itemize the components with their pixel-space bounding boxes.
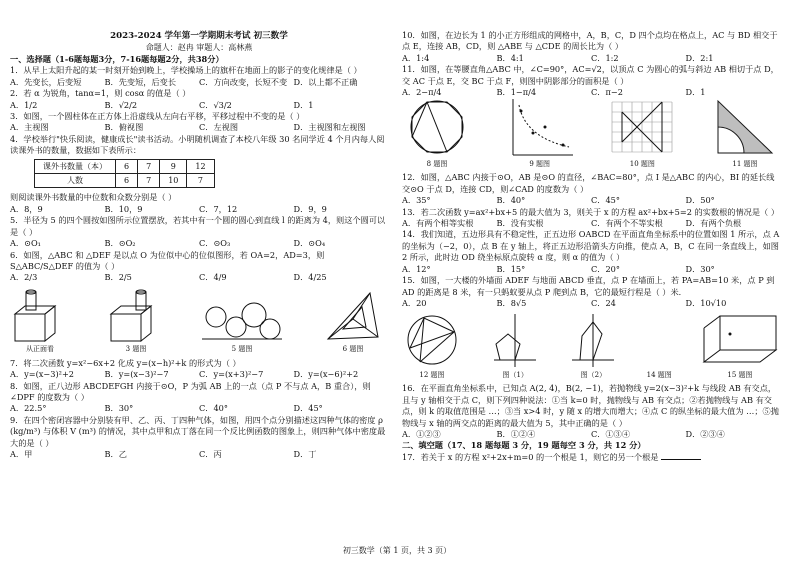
left-column — [10, 30, 388, 460]
option-D[interactable]: D．10√10 — [685, 297, 727, 308]
options-row — [10, 100, 388, 111]
option-A[interactable]: A．甲 — [10, 448, 33, 459]
inscribed-triangle-diagram — [402, 312, 462, 370]
option-A[interactable]: A．2−π/4 — [402, 87, 442, 98]
option-D[interactable]: D．2:1 — [685, 52, 714, 63]
option-A[interactable]: A．35° — [402, 195, 431, 206]
question-text: 17．若关于 x 的方程 x²+2x+m=0 的一个根是 1，则它的另一个根是 — [402, 451, 659, 462]
option-B[interactable]: B．1−π/4 — [496, 87, 537, 98]
figure-label: 图（1） — [502, 370, 528, 379]
options-row — [10, 272, 388, 283]
question-text: 15．如图，一大楼的外墙面 ADEF 与地面 ABCD 垂直，点 P 在墙面上，若 PA=AB=10 米，点 P 到 AD 的距离是 8 米，有一只蚂蚁要从点 P 爬到点 B，它的最短行程是（ ）米． — [402, 275, 775, 297]
figure-label: 图（2） — [580, 370, 607, 379]
options-row — [10, 204, 388, 215]
octagon-circle-diagram — [402, 97, 472, 159]
option-D[interactable]: D．主视图和左视图 — [293, 122, 366, 133]
table-cell: 7 — [138, 159, 160, 173]
question-text: 10．如图，在边长为 1 的小正方形组成的网格中，A，B，C，D 四个点均在格点上，AC 与 BD 相交于点 E，连接 AB，CD，则 △ABE 与 △CDE 的周长比为（ ） — [402, 30, 778, 52]
option-B[interactable]: B．30° — [104, 403, 134, 414]
question-text: 2．若 α 为锐角，tanα=1，则 cosα 的值是（ ） — [10, 88, 191, 99]
option-A[interactable]: A．2/3 — [10, 272, 38, 283]
exam-authors: 命题人：赵冉 审题人：高林燕 — [145, 43, 253, 52]
question-q13 — [402, 207, 780, 230]
table-cell: 6 — [116, 174, 138, 188]
option-B[interactable]: B．8√5 — [496, 297, 527, 308]
table-cell: 课外书数量（本） — [35, 159, 116, 173]
option-C[interactable]: C．24 — [591, 297, 616, 308]
figure-label: 14 题图 — [646, 370, 672, 379]
question-text: 则阅读课外书数量的中位数和众数分别是（ ） — [10, 192, 177, 203]
options-row — [10, 449, 388, 460]
question-q6 — [10, 250, 388, 284]
option-C[interactable]: C．√3/2 — [199, 99, 232, 110]
option-D[interactable]: D．以上都不正确 — [293, 76, 358, 87]
option-D[interactable]: D．丁 — [293, 448, 317, 459]
figure-label: 6 题图 — [342, 345, 364, 354]
option-B[interactable]: B．15° — [496, 263, 526, 274]
option-B[interactable]: B．√2/2 — [104, 99, 138, 110]
reading-table — [34, 159, 215, 189]
figure-14a — [490, 312, 540, 381]
right-figure-row — [402, 100, 780, 170]
question-q12 — [402, 172, 780, 206]
figure-12 — [402, 312, 462, 381]
wall-ground-diagram — [700, 312, 780, 370]
figure-label: 8 题图 — [426, 160, 448, 169]
question-q3 — [10, 111, 388, 134]
question-text: 11．如图，在等腰直角△ABC 中，∠C=90°，AC=√2，以顶点 C 为圆心的弧与斜边 AB 相切于点 D，交 AC 于点 E，交 BC 于点 F，则图中阴影部分的面积是（ ） — [402, 64, 779, 86]
question-text: 5．半径为 5 的四个圆按如图所示位置摆放，若其中有一个圆的圆心到直线 l 的距离为 4，则这个圆可以是（ ） — [10, 215, 386, 237]
question-q5 — [10, 215, 388, 249]
table-cell: 7 — [187, 174, 214, 188]
option-D[interactable]: D．1 — [293, 99, 314, 110]
question-text: 4．学校举行"快乐阅读，健康成长"读书活动。小明随机调查了本校八年级 30 名同学近 4 个月内每人阅读课外书的数量，数据如下表所示： — [10, 133, 385, 156]
option-A[interactable]: A．1:4 — [402, 52, 430, 63]
question-text: 16．在平面直角坐标系中，已知点 A(2, 4)，B(2, −1)，若抛物线 y=2(x−3)²+k 与线段 AB 有交点，且与 y 轴相交于点 C，则下列四种说法：①当 k=0 时，抛物线与 AB 有交点；②若抛物线与 AB 有交点，则 k 的取值范围是 …；③当 x>4 时，y 随 x 的增大而增大；④点 C 的纵坐标的最大值为 …；⑤抛物线与 x 轴的两交点的距离的最大值为 5，其中正确的是（ ） — [402, 383, 779, 428]
option-B[interactable]: B．没有实根 — [496, 218, 544, 229]
option-C[interactable]: C．y=(x+3)²−7 — [199, 369, 264, 380]
option-A[interactable]: A．12° — [402, 263, 431, 274]
table-cell: 10 — [160, 174, 187, 188]
right-column — [402, 30, 780, 463]
isosceles-right-triangle-diagram — [710, 97, 780, 159]
option-C[interactable]: C．①③④ — [591, 428, 631, 439]
section-2-title: 二、填空题（17、18 题每题 3 分，19 题每空 3 分，共 12 分） — [402, 440, 646, 451]
figure-label: 5 题图 — [231, 345, 253, 354]
table-cell: 12 — [187, 159, 214, 173]
question-text: 7．将二次函数 y=x²−6x+2 化成 y=(x−h)²+k 的形式为（ ） — [10, 357, 241, 368]
option-C[interactable]: C．45° — [591, 195, 620, 206]
options-row — [402, 195, 780, 206]
figure-label: 3 题图 — [125, 345, 147, 354]
option-D[interactable]: D．1 — [685, 87, 706, 98]
table-cell: 9 — [160, 159, 187, 173]
homothety-triangles-diagram — [318, 289, 388, 344]
cube-cylinder-diagram — [10, 289, 70, 344]
option-B[interactable]: B．4:1 — [496, 52, 524, 63]
option-A[interactable]: A．1/2 — [10, 99, 38, 110]
options-row — [402, 298, 780, 309]
question-text: 8．如图，正八边形 ABCDEFGH 内接于⊙O，P 为弧 AB 上的一点（点 P 不与点 A，B 重合），则∠DPF 的度数为（ ） — [10, 380, 371, 402]
figure-label: 从正面看 — [26, 345, 54, 354]
question-q9 — [10, 415, 388, 461]
grid-diagram — [607, 97, 677, 159]
option-A[interactable]: A．8，9 — [10, 203, 43, 214]
option-C[interactable]: C．40° — [199, 403, 228, 414]
question-q16 — [402, 383, 780, 440]
option-B[interactable]: B．俯视图 — [104, 122, 144, 133]
option-A[interactable]: A．⊙O₁ — [10, 238, 41, 249]
figure-14 — [647, 312, 672, 381]
figure-label: 10 题图 — [629, 160, 655, 169]
question-text: 14．我们知道，五边形具有不稳定性，正五边形 OABCD 在平面直角坐标系中的位置如图 1 所示，点 A 的坐标为（−2，0），点 B 在 y 轴上，将正五边形沿箭头方向推，使点 A，B，C 在同一条直线上，如图 2 所示，此时边 OD 绕坐标原点旋转 α 度，则 α 的值为（ ） — [402, 229, 780, 263]
right-figure-row-2 — [402, 311, 780, 381]
question-q2 — [10, 88, 388, 111]
figure-label: 9 题图 — [529, 160, 550, 169]
option-D[interactable]: D．30° — [685, 263, 715, 274]
option-C[interactable]: C．1:2 — [591, 52, 619, 63]
question-q4b — [10, 192, 388, 215]
option-B[interactable]: B．①②④ — [496, 428, 536, 439]
option-D[interactable]: D．②③④ — [685, 428, 725, 439]
option-B[interactable]: B．⊙O₂ — [104, 238, 136, 249]
question-text: 9．在四个密闭容器中分别装有甲、乙、丙、丁四种气体，如图，用四个点分别描述这四种气体的密度 ρ (kg/m³) 与体积 V (m³) 的情况，其中点甲和点丁落在同一个反比例函数的图象上，则四种气体中密度最大的是（ ） — [10, 414, 386, 448]
question-q4 — [10, 134, 388, 157]
option-C[interactable]: C．20° — [591, 263, 620, 274]
figure-3b — [106, 289, 166, 355]
option-C[interactable]: C．丙 — [199, 448, 222, 459]
option-A[interactable]: A．有两个相等实根 — [402, 218, 474, 229]
question-text: 13．若二次函数 y=ax²+bx+5 的最大值为 3，则关于 x 的方程 ax²+bx+5=2 的实数根的情况是（ ） — [402, 206, 780, 217]
figure-10 — [607, 97, 677, 170]
figure-8 — [402, 97, 472, 170]
figure-11 — [710, 97, 780, 170]
question-text: 1．从早上太阳升起的某一时刻开始到晚上，学校操场上的旗杆在地面上的影子的变化规律是（ ） — [10, 65, 362, 76]
exam-title: 2023-2024 学年第一学期期末考试 初三数学 — [110, 31, 288, 41]
option-D[interactable]: D．50° — [685, 195, 715, 206]
options-row — [402, 53, 780, 64]
options-row — [10, 238, 388, 249]
table-cell: 6 — [116, 159, 138, 173]
option-D[interactable]: D．有两个负根 — [685, 218, 742, 229]
four-circles-diagram — [202, 289, 282, 344]
figure-label: 11 题图 — [732, 160, 758, 169]
option-C[interactable]: C．左视图 — [199, 122, 239, 133]
table-cell: 人数 — [35, 174, 116, 188]
pentagon-diagram-1 — [490, 312, 540, 370]
pentagon-diagram-2 — [568, 312, 618, 370]
answer-blank[interactable] — [661, 459, 701, 460]
option-C[interactable]: C．方向改变，长短不变 — [199, 76, 288, 87]
figure-15 — [700, 312, 780, 381]
option-C[interactable]: C．7，12 — [199, 203, 238, 214]
figure-5 — [202, 289, 282, 355]
question-text: 3．如图，一个圆柱体在正方体上沿虚线从左向右平移，平移过程中不变的是（ ） — [10, 111, 305, 122]
options-row — [402, 218, 780, 229]
option-A[interactable]: A．①②③ — [402, 428, 441, 439]
question-q10 — [402, 30, 780, 64]
option-B[interactable]: B．乙 — [104, 448, 127, 459]
option-D[interactable]: D．4/25 — [293, 272, 327, 283]
options-row — [402, 429, 780, 440]
question-q7 — [10, 358, 388, 381]
option-A[interactable]: A．20 — [402, 297, 427, 308]
options-row — [10, 77, 388, 88]
option-C[interactable]: C．有两个不等实根 — [591, 218, 663, 229]
question-q11 — [402, 64, 780, 98]
option-A[interactable]: A．y=(x−3)²+2 — [10, 369, 75, 380]
density-volume-graph — [505, 97, 575, 159]
figure-14b — [568, 312, 618, 381]
question-text: 6．如图，△ABC 和 △DEF 是以点 O 为位似中心的位似图形，若 OA=2，AD=3，则 S△ABC/S△DEF 的值为（ ） — [10, 249, 325, 271]
figure-label: 12 题图 — [419, 370, 445, 379]
figure-9 — [505, 97, 575, 170]
question-q8 — [10, 381, 388, 415]
option-D[interactable]: D．9，9 — [293, 203, 327, 214]
cube-cylinder-diagram-2 — [106, 289, 166, 344]
option-C[interactable]: C．4/9 — [199, 272, 227, 283]
question-text: 12．如图，△ABC 内接于⊙O，AB 是⊙O 的直径，∠BAC=80°，点 I 是△ABC 的内心，BI 的延长线交⊙O 于点 D，连接 CD，则∠CAD 的度数为（ ） — [402, 172, 775, 194]
section-1-title: 一、选择题（1-6题每题3分，7-16题每题2分，共38分） — [10, 54, 224, 64]
option-A[interactable]: A．22.5° — [10, 403, 47, 414]
figure-3a — [10, 289, 70, 355]
option-B[interactable]: B．10，9 — [104, 203, 143, 214]
option-C[interactable]: C．π−2 — [591, 87, 623, 98]
options-row — [10, 403, 388, 414]
left-figure-row — [10, 286, 388, 356]
option-B[interactable]: B．先变短，后变长 — [104, 76, 177, 87]
page-footer: 初三数学（第 1 页，共 3 页） — [342, 546, 452, 555]
option-A[interactable]: A．先变长，后变短 — [10, 76, 82, 87]
option-A[interactable]: A．主视图 — [10, 122, 49, 133]
options-row — [10, 369, 388, 380]
question-q14 — [402, 229, 780, 275]
option-D[interactable]: D．y=(x−6)²+2 — [293, 369, 359, 380]
option-D[interactable]: D．⊙O₄ — [293, 238, 326, 249]
options-row — [10, 122, 388, 133]
options-row — [402, 264, 780, 275]
table-cell: 7 — [138, 174, 160, 188]
question-q15 — [402, 275, 780, 309]
option-B[interactable]: B．y=(x−3)²−7 — [104, 369, 169, 380]
question-17 — [402, 452, 780, 463]
question-q1 — [10, 65, 388, 88]
option-B[interactable]: B．2/5 — [104, 272, 132, 283]
figure-6 — [318, 289, 388, 355]
option-B[interactable]: B．40° — [496, 195, 526, 206]
option-D[interactable]: D．45° — [293, 403, 323, 414]
figure-label: 15 题图 — [727, 370, 753, 379]
option-C[interactable]: C．⊙O₃ — [199, 238, 231, 249]
